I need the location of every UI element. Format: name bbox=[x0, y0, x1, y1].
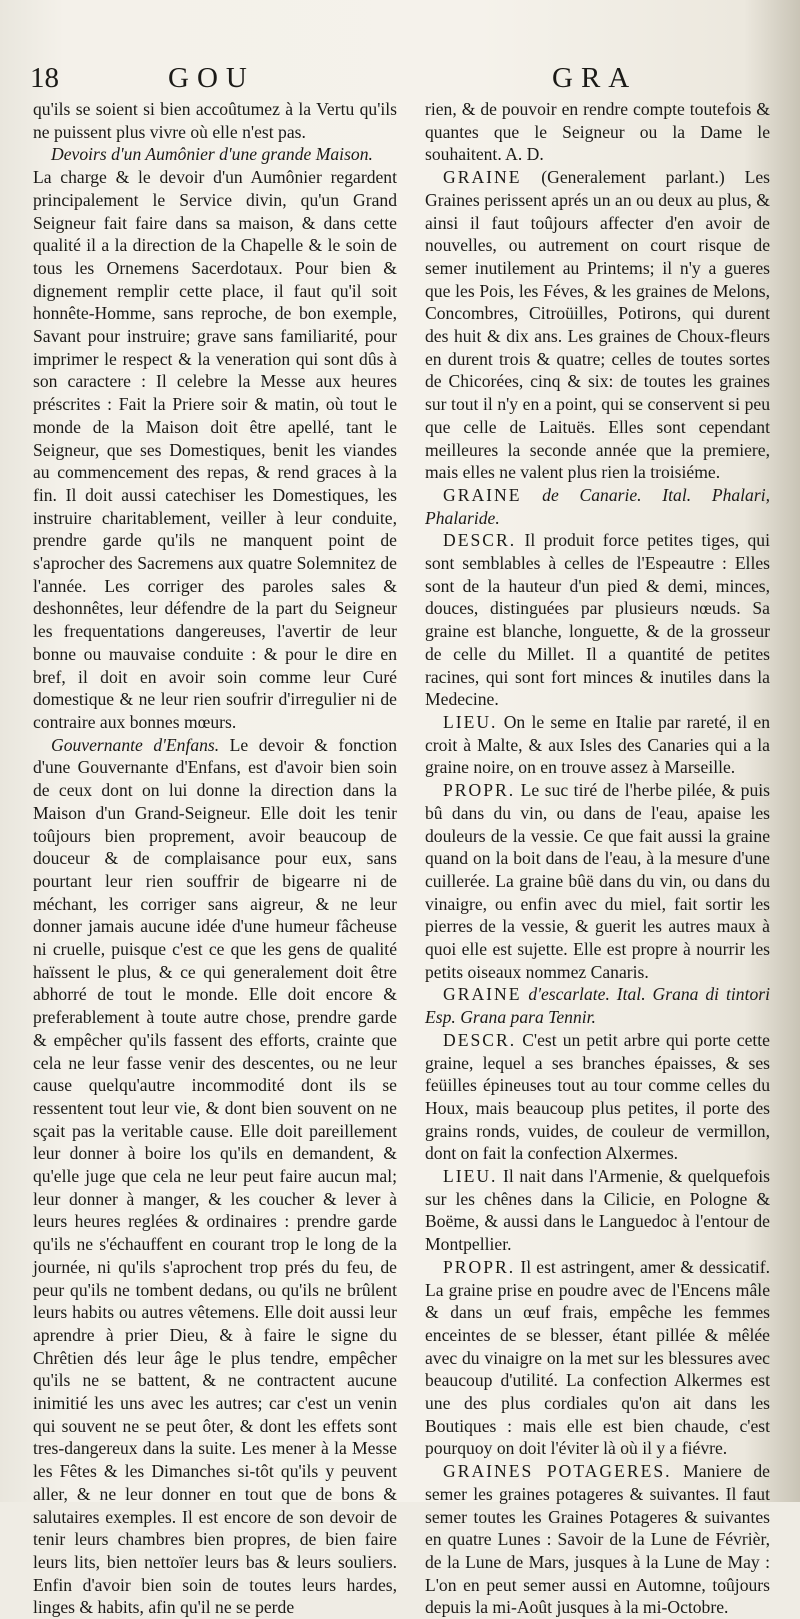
entry: LIEU. On le seme en Italie par rareté, il en croit à Malte, & aux Isles des Canaries qui a la graine noire, on en trouve assez à Marseille. bbox=[425, 711, 770, 778]
page-number: 18 bbox=[30, 62, 59, 94]
left-running-head: GOU bbox=[168, 62, 255, 94]
left-column bbox=[33, 98, 397, 1618]
paragraph: rien, & de pouvoir en rendre compte toutefois & quantes que le Seigneur ou la Dame le souhaitent. A. D. bbox=[425, 99, 770, 165]
running-header bbox=[0, 62, 800, 98]
entry: LIEU. Il nait dans l'Armenie, & quelquefois sur les chênes dans la Cilicie, en Pologne & Boëme, & aussi dans le Languedoc à l'entour de Montpellier. bbox=[425, 1166, 770, 1255]
entry: DESCR. C'est un petit arbre qui porte cette graine, lequel a ses branches épaisses, & ses feüilles épineuses tout au tour comme celles du Houx, mais beaucoup plus petites, il porte des grains ronds, vuides, de couleur de vermillon, dont on fait la confection Alxermes. bbox=[425, 1029, 770, 1164]
right-running-head: GRA bbox=[552, 62, 638, 94]
entry: DESCR. Il produit force petites tiges, qui sont semblables à celles de l'Espeautre : Elles sont de la hauteur d'un pied & demi, minces, douces, distinguées par plusieurs nœuds. Sa graine est blanche, longuette, & de la grosseur de celle du Millet. Il a quantité de petites racines, qui sont fort minces & inutiles dans la Medecine. bbox=[425, 530, 770, 710]
entry: GRAINES POTAGERES. Maniere de semer les graines potageres & suivantes. Il faut semer toutes les Graines Potageres & suivantes en quatre Lunes : Savoir de la Lune de Févrièr, de la Lune de Mars, jusques à la Lune de May : L'on en peut semer aussi en Automne, toûjours depuis la mi-Août jusques à la mi-Octobre. bbox=[425, 1461, 770, 1618]
entry: PROPR. Il est astringent, amer & dessicatif. La graine prise en poudre avec de l'Encens mâle & dans un œuf frais, empêche les femmes enceintes de se blesser, étant pillée & mêlée avec du vinaigre on la met sur les blessures avec beaucoup d'utilité. La confection Alkermes est une des plus cordiales qu'on ait dans les Boutiques : mais elle est bien chaude, c'est pourquoy on doit l'éviter là où il y a fiévre. bbox=[425, 1256, 770, 1459]
section-heading: Devoirs d'un Aumônier d'une grande Maison. bbox=[51, 144, 373, 165]
right-column bbox=[425, 98, 770, 1618]
entry: GRAINE de Canarie. Ital. Phalari, Phalaride. bbox=[425, 484, 770, 528]
entry: PROPR. Le suc tiré de l'herbe pilée, & puis bû dans du vin, ou dans de l'eau, apaise les douleurs de la vessie. Ce que fait aussi la graine quand on la boit dans de l'eau, à la mesure d'une cuillerée. La graine bûë dans du vin, ou dans du vinaigre, ou enfin avec du miel, fait sortir les pierres de la vessie, & guerit les autres maux à quoi elle est sujette. Elle est propre à nourrir les petits oiseaux nommez Canaris. bbox=[425, 780, 770, 982]
paragraph: La charge & le devoir d'un Aumônier regardent principalement le Service divin, qu'un Grand Seigneur fait faire dans sa maison, & dans cette qualité il a la direction de la Chapelle & le soin de tous les Ornemens Sacerdotaux. Pour bien & dignement remplir cette place, il faut qu'il soit honnête-Homme, sans reproche, de bon exemple, Savant pour instruire; grave sans familiarité, pour imprimer le respect & la veneration qui sont dûs à son caractere : Il celebre la Messe aux heures préscrites : Fait la Priere soir & matin, où tout le monde de la Maison doit être apellé, tant le Seigneur, que ses Domestiques, benit les viandes au commencement des repas, & rend graces à la fin. Il doit aussi catechiser les Domestiques, les instruire charitablement, veiller à leur conduite, prendre garde qu'ils ne manquent point de s'aprocher des Sacremens aux quatre Solemnitez de l'année. Les corriger des paroles sales & deshonnêtes, leur défendre de la part du Seigneur les frequentations dangereuses, l'avertir de leur bonne ou mauvaise conduite : & pour le dire en bref, il doit en avoir soin comme leur Curé domestique & ne leur rien soufrir d'irregulier ni de contraire aux bonnes mœurs. bbox=[33, 167, 397, 732]
entry: GRAINE d'escarlate. Ital. Grana di tintori Esp. Grana para Tennir. bbox=[425, 984, 770, 1028]
paragraph: Gouvernante d'Enfans. Le devoir & fonction d'une Gouvernante d'Enfans, est d'avoir bien soin de ceux dont on lui donne la direction dans la Maison d'un Grand-Seigneur. Elle doit les tenir toûjours bien proprement, avoir beaucoup de douceur & de complaisance pour eux, sans pourtant leur rien souffrir de bigearre ni de méchant, les corriger sans aigreur, & ne leur donner jamais aucune idée d'une humeur fâcheuse ni cruelle, puisque c'est ce que les gens de qualité haïssent le plus, & ce qui generalement doit être abhorré de tout le monde. Elle doit encore & preferablement à toute autre chose, prendre garde & empêcher qu'ils fassent des efforts, crainte que cela ne leur fasse venir des descentes, ou ne leur cause quelqu'autre incommodité dont ils se ressentent tout leur vie, & dont bien souvent on ne sçait pas la veritable cause. Elle doit pareillement leur donner à boire los qu'ils en demandent, & qu'elle juge que cela ne leur peut faire aucun mal; leur donner à manger, & les coucher & lever à leurs heures reglées & ordinaires : prendre garde qu'ils ne s'échauffent en courant trop le long de la journée, ni qu'ils s'aprochent trop prés du feu, de peur qu'ils ne tombent dedans, ou qu'ils ne brûlent leurs habits ou autres vêtemens. Elle doit aussi leur aprendre à prier Dieu, & à faire le signe du Chrêtien dés leur âge le plus tendre, empêcher qu'ils ne se battent, & ne contractent aucune inimitié les uns avec les autres; car c'est un venin qui souvent ne se peut ôter, & dont les effets sont tres-dangereux dans la suite. Les mener à la Messe les Fêtes & les Dimanches si-tôt qu'ils y peuvent aller, & ne leur donner en tout que de bons & salutaires exemples. Il est encore de son devoir de tenir leurs chambres bien propres, de bien faire leurs lits, bien nettoïer leurs bas & leurs souliers. Enfin d'avoir bien soin de toutes leurs hardes, linges & habits, afin qu'il ne se perde bbox=[33, 734, 397, 1618]
paragraph: qu'ils se soient si bien accoûtumez à la Vertu qu'ils ne puissent plus vivre où elle n'est pas. bbox=[33, 99, 397, 142]
entry: GRAINE (Generalement parlant.) Les Graines perissent aprés un an ou deux au plus, & ainsi il faut toûjours affecter d'en avoir de nouvelles, ou autrement on court risque de semer inutilement au Printems; il n'y a gueres que les Pois, les Féves, & les graines de Melons, Concombres, Citroüilles, Potirons, qui durent des huit & dix ans. Les graines de Choux-fleurs en durent trois & quatre; celles de toutes sortes de Chicorées, cinq & six: de toutes les graines sur tout il n'y en a point, qui se conservent si peu que celle de Laituës. Elles sont cependant meilleures la seconde année que la premiere, mais elles ne valent plus rien la troisiéme. bbox=[425, 167, 770, 483]
